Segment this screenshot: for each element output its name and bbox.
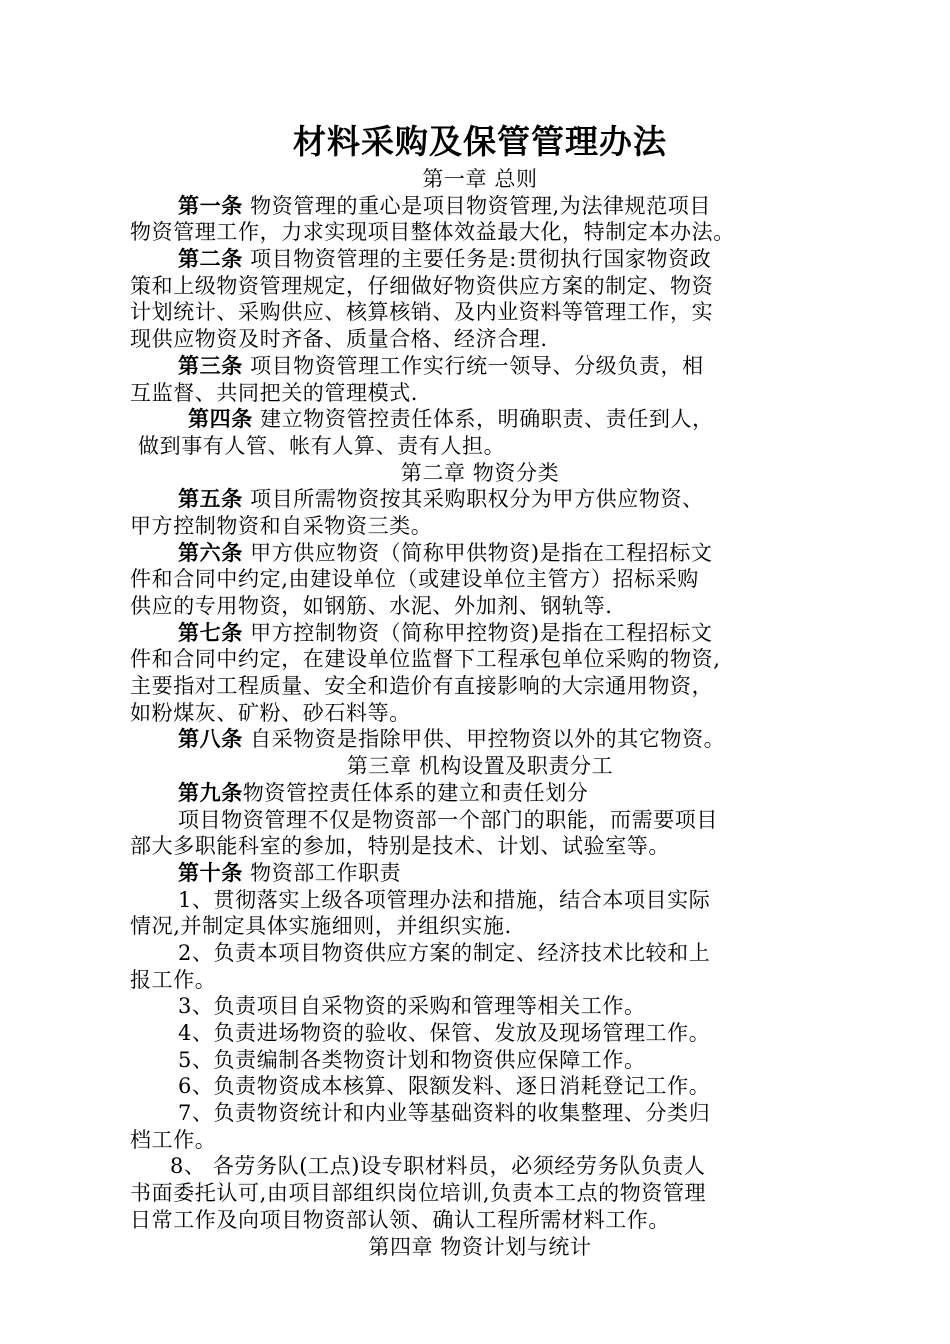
article-line — [130, 246, 830, 273]
paragraph-line: 5、负责编制各类物资计划和物资供应保障工作。 — [178, 1047, 646, 1072]
continuation-line: 甲方控制物资和自采物资三类。 — [130, 513, 433, 538]
article-text: 物资管控责任体系的建立和责任划分 — [242, 780, 589, 805]
article-label: 第二条 — [178, 247, 243, 272]
paragraph-line: 1、贯彻落实上级各项管理办法和措施，结合本项目实际 — [178, 887, 711, 912]
document-page — [130, 120, 830, 1260]
article-label: 第四条 — [188, 407, 253, 432]
paragraph-line: 6、负责物资成本核算、限额发料、逐日消耗登记工作。 — [178, 1074, 711, 1099]
continuation-line: 如粉煤灰、矿粉、砂石料等。 — [130, 700, 411, 725]
continuation-line: 书面委托认可,由项目部组织岗位培训,负责本工点的物资管理 — [130, 1181, 707, 1206]
article-label: 第八条 — [178, 727, 243, 752]
article-text: 项目所需物资按其采购职权分为甲方供应物资、 — [242, 487, 704, 512]
continuation-line: 供应的专用物资，如钢筋、水泥、外加剂、钢轨等. — [130, 594, 613, 618]
continuation-line: 主要指对工程质量、安全和造价有直接影响的大宗通用物资， — [130, 674, 714, 699]
article-text: 项目物资管理的主要任务是:贯彻执行国家物资政 — [242, 247, 712, 272]
paragraph-line: 7、负责物资统计和内业等基础资料的收集整理、分类归 — [178, 1101, 711, 1126]
continuation-line: 部大多职能科室的参加，特别是技术、计划、试验室等。 — [130, 834, 670, 859]
continuation-line: 日常工作及向项目物资部认领、确认工程所需材料工作。 — [130, 1207, 670, 1232]
continuation-line: 物资管理工作，力求实现项目整体效益最大化，特制定本办法。 — [130, 220, 735, 245]
paragraph-line: 3、负责项目自采物资的采购和管理等相关工作。 — [178, 994, 646, 1019]
article-line — [130, 406, 830, 433]
article-text: 自采物资是指除甲供、甲控物资以外的其它物资。 — [242, 727, 726, 752]
continuation-line: 件和合同中约定,由建设单位（或建设单位主管方）招标采购 — [130, 567, 699, 592]
article-label: 第九条 — [178, 780, 243, 805]
article-label: 第六条 — [178, 540, 243, 565]
article-line — [130, 726, 830, 753]
continuation-line: 报工作。 — [130, 967, 217, 992]
paragraph-line: 2、负责本项目物资供应方案的制定、经济技术比较和上 — [178, 940, 711, 965]
chapter-heading: 第一章 总则 — [422, 167, 538, 191]
paragraph-line: 8、 各劳务队(工点)设专职材料员，必须经劳务队负责人 — [170, 1154, 706, 1179]
article-text: 物资部工作职责 — [242, 860, 402, 885]
continuation-line: 情况,并制定具体实施细则，并组织实施. — [130, 914, 512, 939]
paragraph-line: 项目物资管理不仅是物资部一个部门的职能，而需要项目 — [178, 807, 718, 832]
article-text: 建立物资管控责任体系，明确职责、责任到人， — [252, 407, 714, 432]
continuation-line: 互监督、共同把关的管理模式. — [130, 380, 419, 405]
chapter-heading: 第三章 机构设置及职责分工 — [346, 754, 614, 779]
article-text: 甲方供应物资（简称甲供物资)是指在工程招标文 — [242, 540, 713, 565]
paragraph-line: 4、负责进场物资的验收、保管、发放及现场管理工作。 — [178, 1021, 711, 1045]
continuation-line: 做到事有人管、帐有人算、责有人担。 — [138, 433, 506, 458]
article-label: 第十条 — [178, 860, 243, 885]
article-line — [130, 486, 830, 513]
article-label: 第五条 — [178, 487, 243, 512]
chapter-heading: 第四章 物资计划与统计 — [368, 1234, 592, 1259]
article-label: 第一条 — [178, 193, 243, 218]
article-label: 第三条 — [178, 353, 243, 378]
article-line — [130, 860, 830, 887]
article-text: 物资管理的重心是项目物资管理,为法律规范项目 — [242, 193, 711, 218]
document-body — [130, 166, 830, 1260]
article-line — [130, 353, 830, 380]
article-text: 项目物资管理工作实行统一领导、分级负责，相 — [242, 353, 704, 378]
article-label: 第七条 — [178, 620, 243, 645]
chapter-heading: 第二章 物资分类 — [400, 460, 560, 485]
article-text: 甲方控制物资（简称甲控物资)是指在工程招标文 — [242, 620, 713, 645]
document-title: 材料采购及保管管理办法 — [293, 122, 667, 161]
article-line — [130, 193, 830, 220]
continuation-line: 计划统计、采购供应、核算核销、及内业资料等管理工作，实 — [130, 300, 714, 325]
continuation-line: 现供应物资及时齐备、质量合格、经济合理. — [130, 327, 548, 352]
article-line — [130, 620, 830, 647]
continuation-line: 件和合同中约定，在建设单位监督下工程承包单位采购的物资, — [130, 647, 721, 672]
article-line — [130, 540, 830, 567]
continuation-line: 策和上级物资管理规定，仔细做好物资供应方案的制定、物资 — [130, 273, 714, 298]
article-line — [130, 780, 830, 807]
continuation-line: 档工作。 — [130, 1127, 217, 1152]
